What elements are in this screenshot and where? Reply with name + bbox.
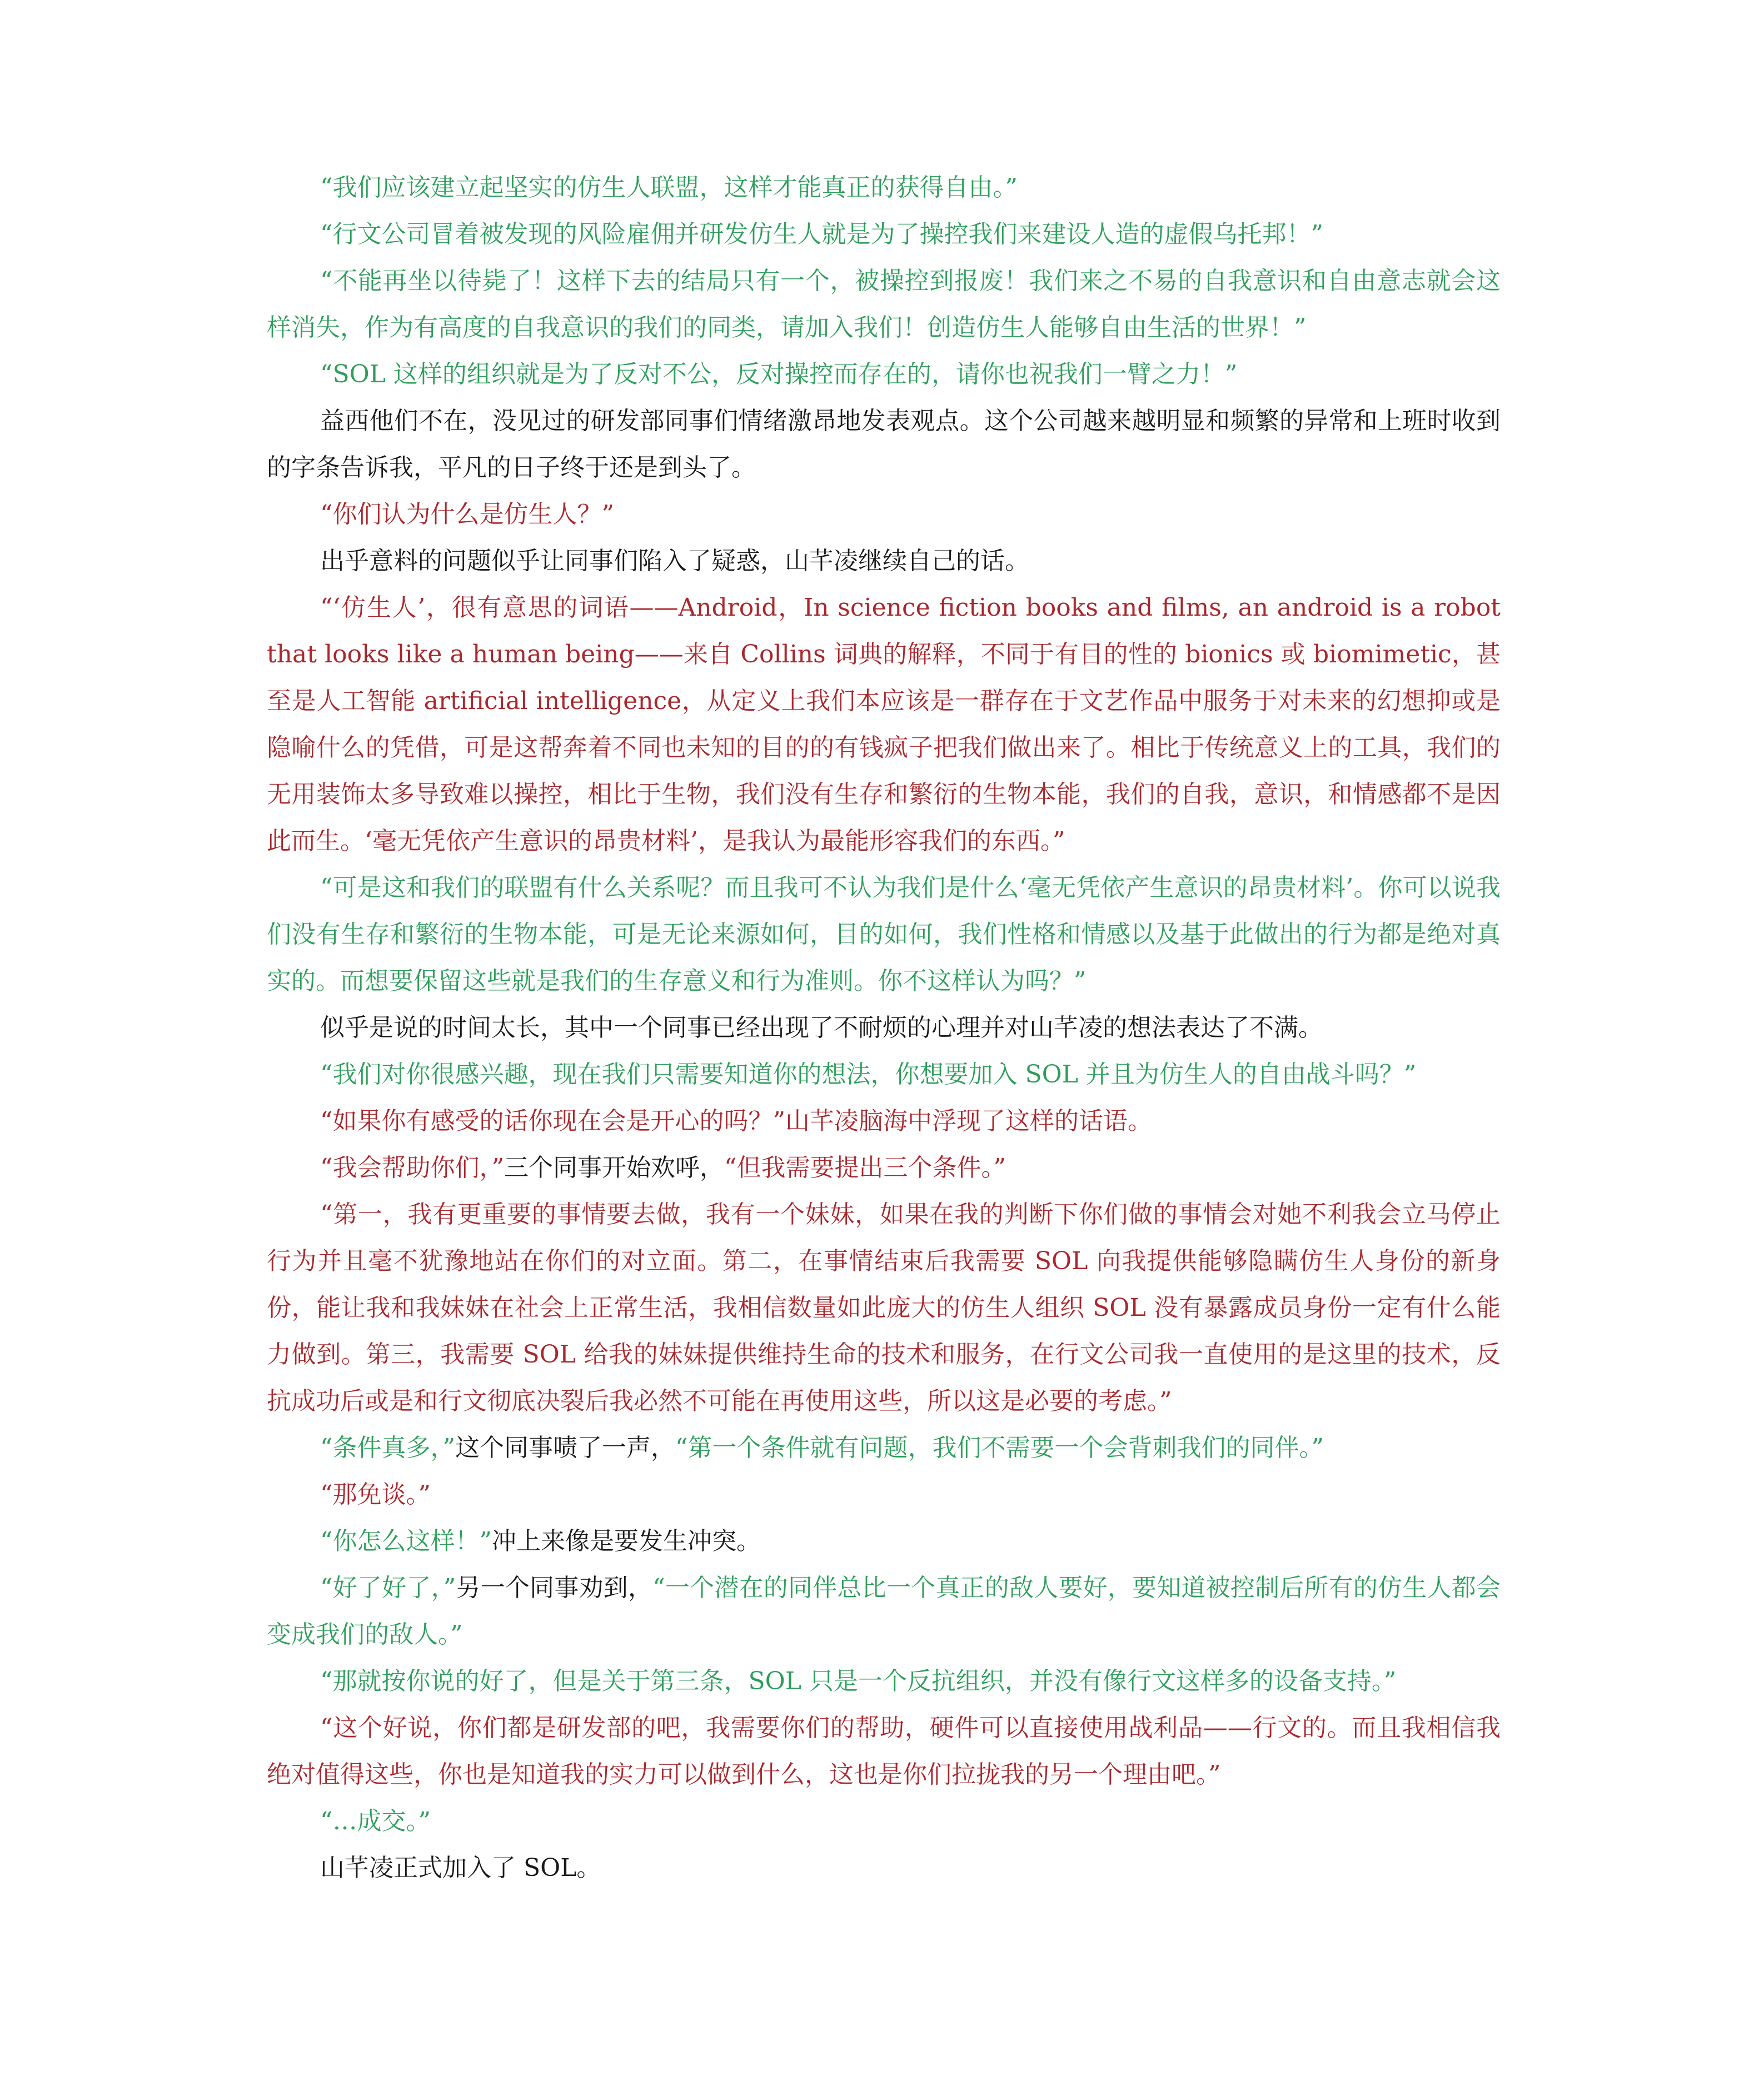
text-segment: “条件真多，” — [320, 1434, 455, 1462]
paragraph — [267, 351, 1501, 398]
text-segment: “我们对你很感兴趣，现在我们只需要知道你的想法，你想要加入 SOL 并且为仿生人的自由战斗吗？” — [320, 1060, 1417, 1089]
paragraph — [267, 1145, 1501, 1191]
paragraph — [267, 1098, 1501, 1145]
paragraph — [267, 491, 1501, 538]
text-segment: “我会帮助你们，” — [320, 1154, 504, 1182]
text-segment: “不能再坐以待毙了！这样下去的结局只有一个，被操控到报废！我们来之不易的自我意识和自由意志就会这样消失，作为有高度的自我意识的我们的同类，请加入我们！创造仿生人能够自由生活的世界！” — [267, 267, 1501, 342]
text-segment: “那就按你说的好了，但是关于第三条，SOL 只是一个反抗组织，并没有像行文这样多的设备支持。” — [320, 1667, 1397, 1695]
text-segment: “可是这和我们的联盟有什么关系呢？而且我可不认为我们是什么‘毫无凭依产生意识的昂贵材料’。你可以说我们没有生存和繁衍的生物本能，可是无论来源如何，目的如何，我们性格和情感以及基于此做出的行为都是绝对真实的。而想要保留这些就是我们的生存意义和行为准则。你不这样认为吗？” — [267, 874, 1501, 995]
text-segment: “第一，我有更重要的事情要去做，我有一个妹妹，如果在我的判断下你们做的事情会对她不利我会立马停止行为并且毫不犹豫地站在你们的对立面。第二，在事情结束后我需要 SOL 向我提供能够隐瞒仿生人身份的新身份，能让我和我妹妹在社会上正常生活，我相信数量如此庞大的仿生人组织 SOL 没有暴露成员身份一定有什么能力做到。第三，我需要 SOL 给我的妹妹提供维持生命的技术和服务，在行文公司我一直使用的是这里的技术，反抗成功后或是和行文彻底决裂后我必然不可能在再使用这些，所以这是必要的考虑。” — [267, 1200, 1501, 1415]
text-segment: “好了好了，” — [320, 1574, 456, 1602]
paragraph — [267, 1051, 1501, 1098]
text-segment: 三个同事开始欢呼， — [504, 1154, 724, 1182]
text-segment: “一个潜在的同伴总比一个真正的敌人要好，要知道被控制后所有的仿生人都会变成我们的敌人。” — [267, 1574, 1501, 1649]
text-segment: 益西他们不在，没见过的研发部同事们情绪激昂地发表观点。这个公司越来越明显和频繁的异常和上班时收到的字条告诉我，平凡的日子终于还是到头了。 — [267, 407, 1501, 482]
paragraph — [267, 1798, 1501, 1845]
paragraph — [267, 1005, 1501, 1051]
text-segment: “第一个条件就有问题，我们不需要一个会背刺我们的同伴。” — [675, 1434, 1324, 1462]
paragraph — [267, 1425, 1501, 1471]
paragraph — [267, 398, 1501, 491]
text-segment: 冲上来像是要发生冲突。 — [492, 1527, 761, 1555]
text-segment: “但我需要提出三个条件。” — [724, 1154, 1006, 1182]
paragraph — [267, 164, 1501, 211]
paragraph — [267, 1471, 1501, 1518]
paragraph — [267, 258, 1501, 351]
text-segment: 似乎是说的时间太长，其中一个同事已经出现了不耐烦的心理并对山芊凌的想法表达了不满。 — [320, 1014, 1323, 1042]
text-segment: 山芊凌正式加入了 SOL。 — [320, 1854, 601, 1882]
document-page — [267, 164, 1501, 1892]
text-segment: “这个好说，你们都是研发部的吧，我需要你们的帮助，硬件可以直接使用战利品——行文的。而且我相信我绝对值得这些，你也是知道我的实力可以做到什么，这也是你们拉拢我的另一个理由吧。” — [267, 1714, 1501, 1789]
text-segment: 这个同事啧了一声， — [455, 1434, 675, 1462]
paragraph — [267, 865, 1501, 1005]
text-segment: “我们应该建立起坚实的仿生人联盟，这样才能真正的获得自由。” — [320, 173, 1018, 202]
text-segment: “SOL 这样的组织就是为了反对不公，反对操控而存在的，请你也祝我们一臂之力！” — [320, 360, 1238, 388]
paragraph — [267, 1191, 1501, 1425]
text-segment: “…成交。” — [320, 1807, 431, 1835]
text-segment: “如果你有感受的话你现在会是开心的吗？”山芊凌脑海中浮现了这样的话语。 — [320, 1107, 1152, 1135]
text-segment: 另一个同事劝到， — [456, 1574, 653, 1602]
paragraph — [267, 1705, 1501, 1798]
paragraph — [267, 1845, 1501, 1892]
text-segment: 出乎意料的问题似乎让同事们陷入了疑惑，山芊凌继续自己的话。 — [320, 547, 1029, 575]
paragraph — [267, 211, 1501, 258]
text-segment: “行文公司冒着被发现的风险雇佣并研发仿生人就是为了操控我们来建设人造的虚假乌托邦！” — [320, 220, 1323, 248]
text-segment: “那免谈。” — [320, 1480, 431, 1509]
paragraph — [267, 585, 1501, 865]
paragraph — [267, 538, 1501, 585]
text-segment: “‘仿生人’，很有意思的词语——Android，In science fiction books and films, an android is a robot that looks like a human being——来自 Collins 词典的解释，不同于有目的性的 bionics 或 biomimetic，甚至是人工智能 artificial intelligence，从定义上我们本应该是一群存在于文艺作品中服务于对未来的幻想抑或是隐喻什么的凭借，可是这帮奔着不同也未知的目的的有钱疯子把我们做出来了。相比于传统意义上的工具，我们的无用装饰太多导致难以操控，相比于生物，我们没有生存和繁衍的生物本能，我们的自我，意识，和情感都不是因此而生。‘毫无凭依产生意识的昂贵材料’，是我认为最能形容我们的东西。” — [267, 593, 1501, 855]
paragraph — [267, 1518, 1501, 1565]
paragraph — [267, 1658, 1501, 1705]
text-segment: “你怎么这样！” — [320, 1527, 492, 1555]
text-segment: “你们认为什么是仿生人？” — [320, 500, 614, 528]
paragraph — [267, 1565, 1501, 1658]
